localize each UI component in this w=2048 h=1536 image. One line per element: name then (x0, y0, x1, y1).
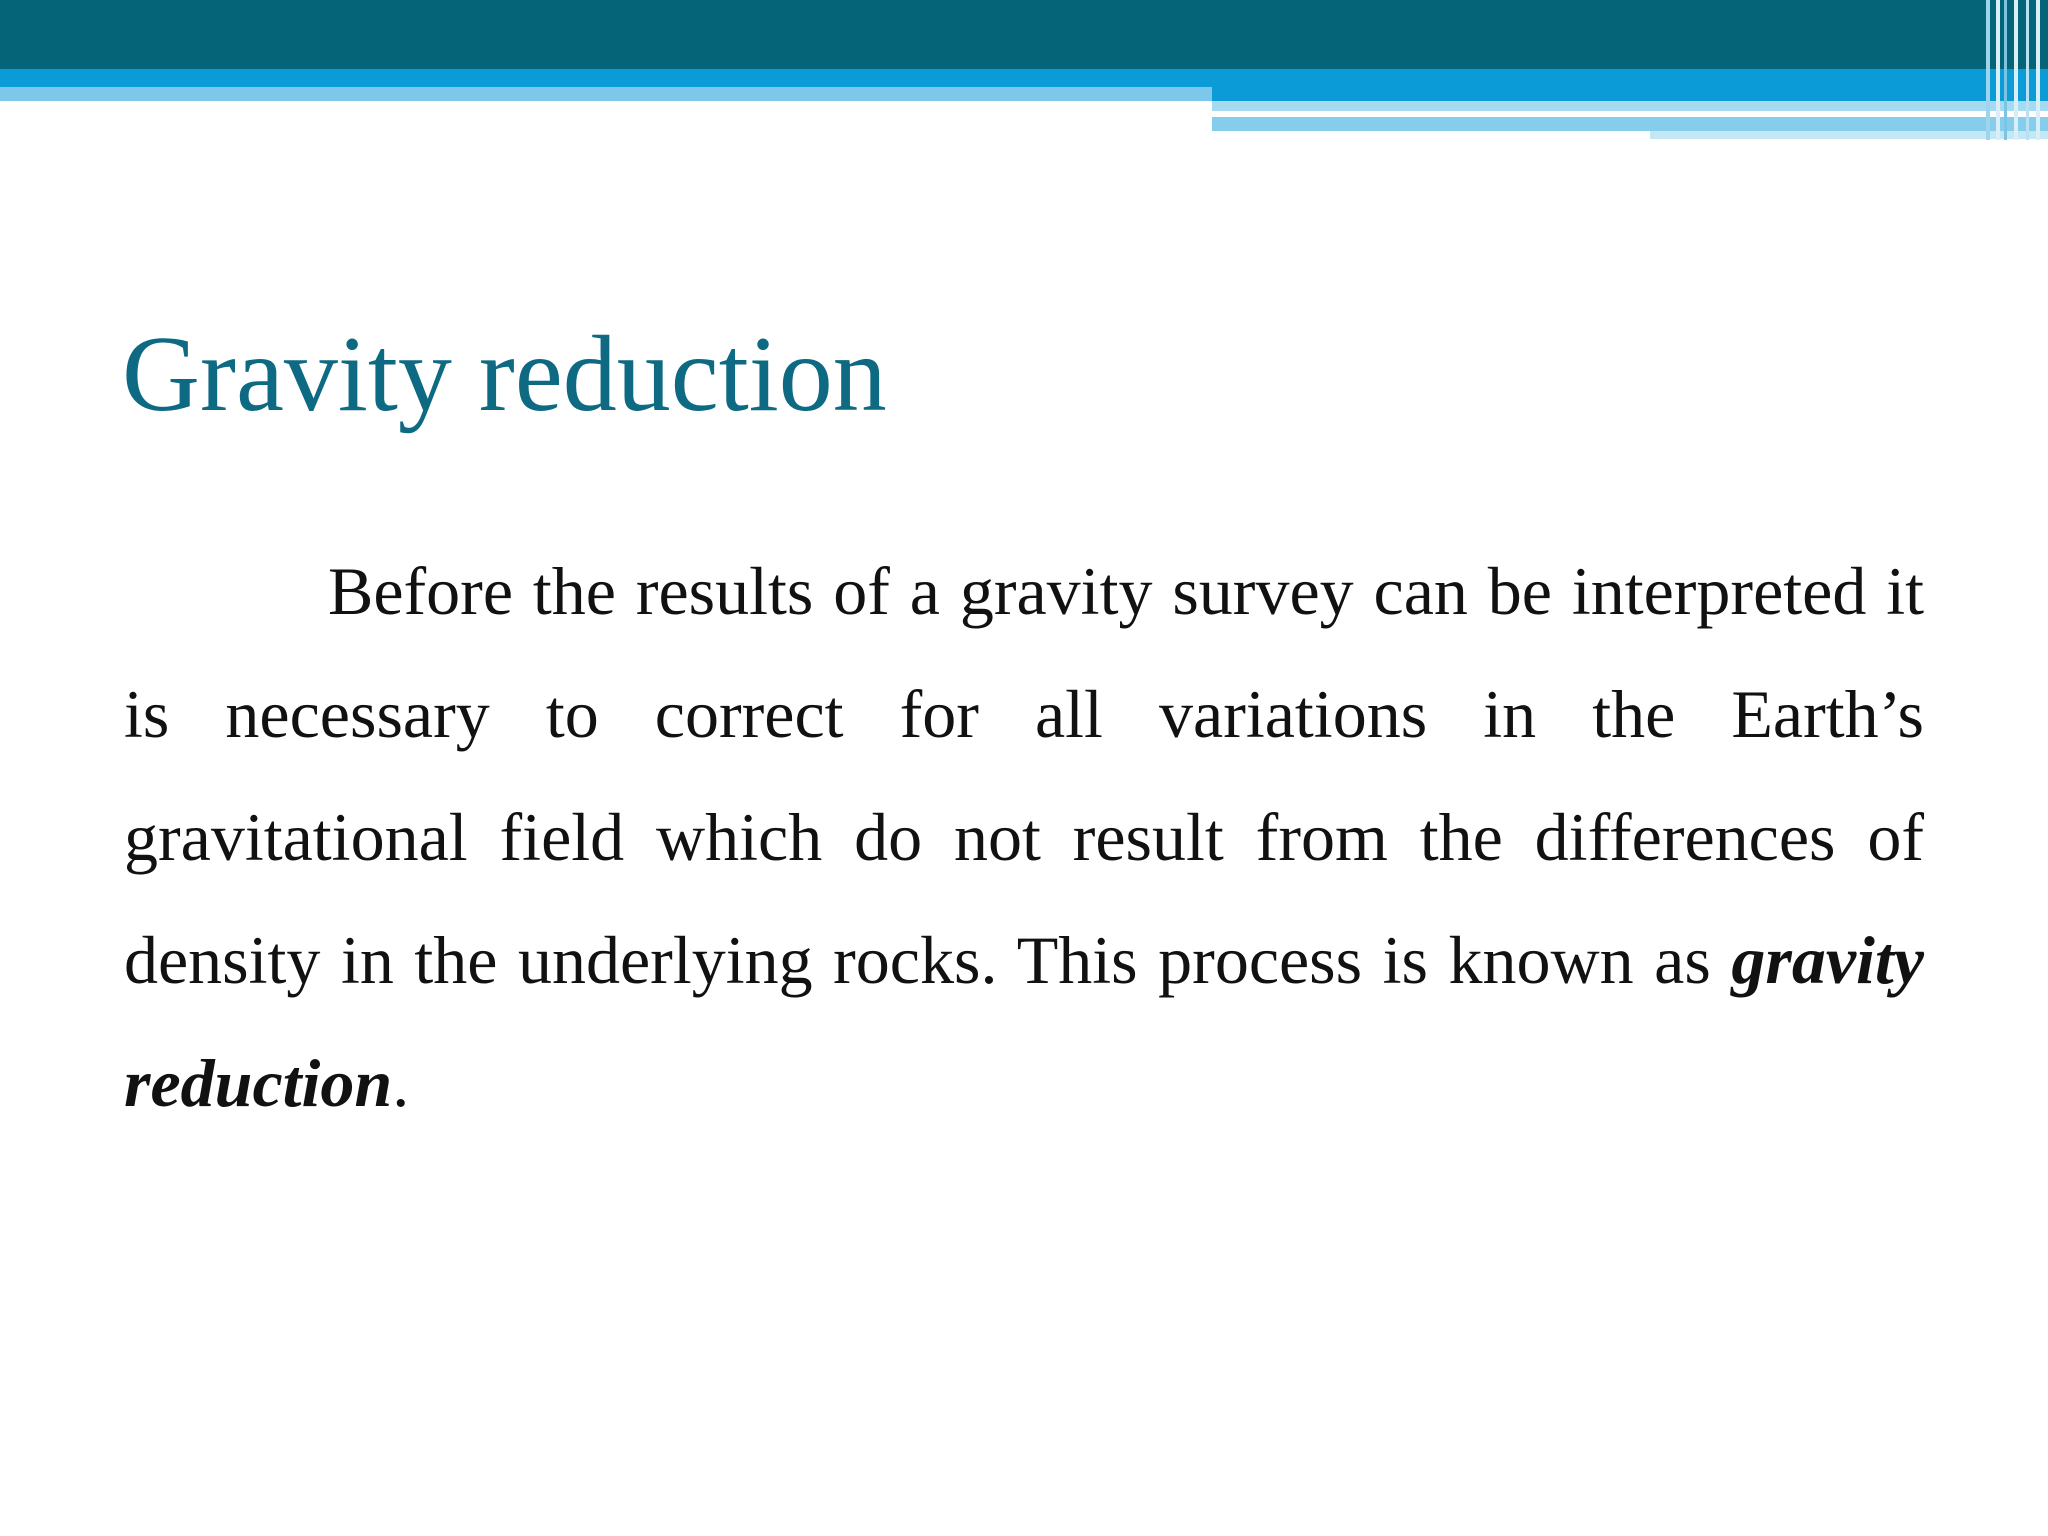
body-emphasis-term: gravity reduction (124, 922, 1924, 1121)
header-stripe (2036, 0, 2040, 140)
slide-title: Gravity reduction (122, 315, 887, 434)
header-stripe (1996, 0, 2000, 140)
header-band-mid-right (1212, 87, 2048, 101)
header-stripe (1986, 0, 1990, 140)
header-band-light-right-lower (1212, 117, 2048, 131)
body-trailing-text: . (392, 1045, 410, 1121)
header-band-dark (0, 0, 2048, 69)
header-stripe (2004, 0, 2007, 140)
header-stripe (2014, 0, 2018, 140)
header-band-mid (0, 69, 2048, 87)
header-band-light-left (0, 87, 1212, 101)
header-stripe (2026, 0, 2029, 140)
slide-body-paragraph (124, 530, 1924, 1145)
body-lead-text: Before the results of a gravity survey can be interpreted it is necessary to correct for all variations in the Earth’s gravitational field which do not result from the differences of density in the underlying rocks. This process is known as (124, 553, 1924, 998)
header-band-light-right (1212, 101, 2048, 111)
